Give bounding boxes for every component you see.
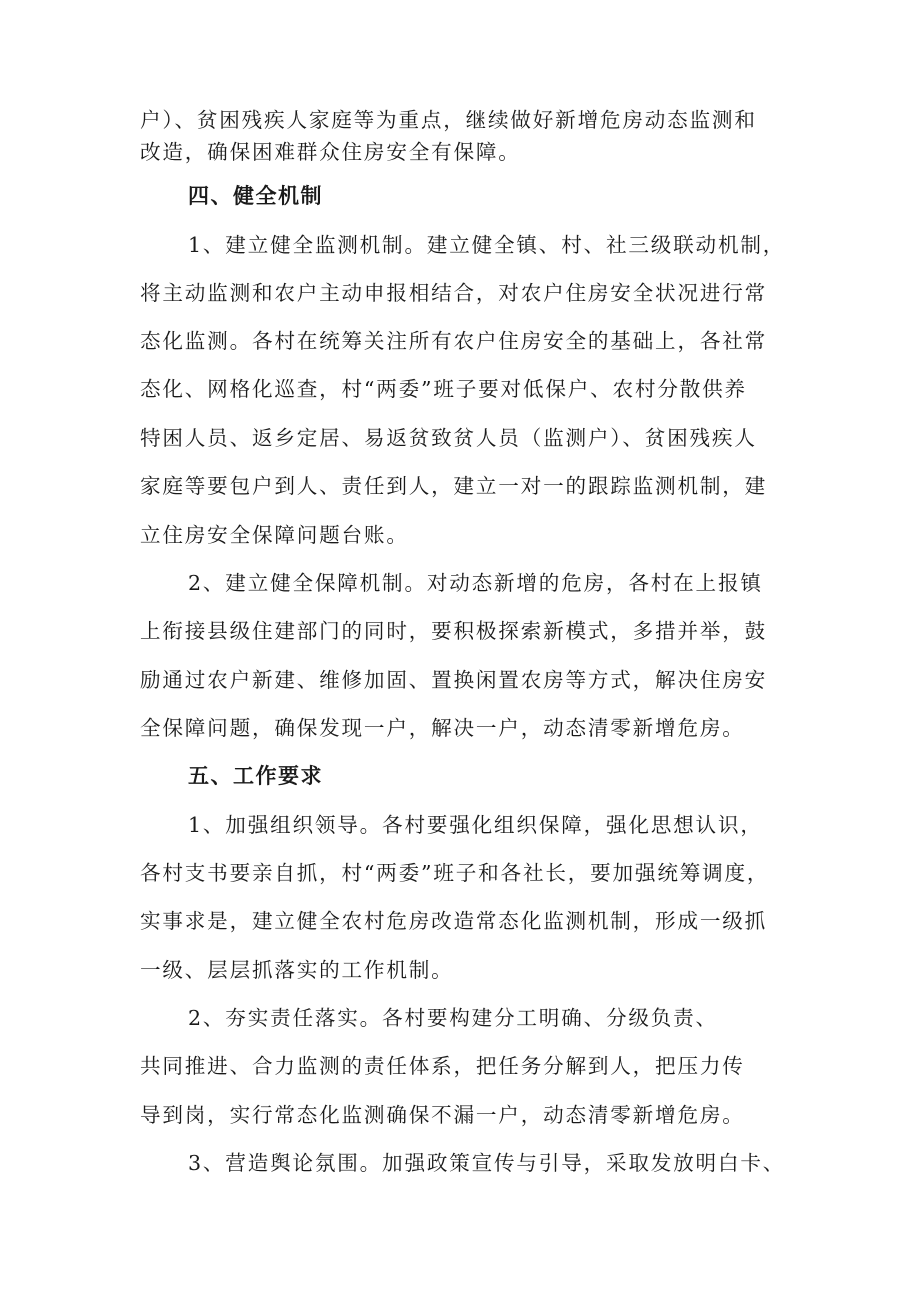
s5-item2-line-2: 共同推进、合力监测的责任体系，把任务分解到人，把压力传 xyxy=(140,1054,745,1078)
continuation-line-2: 改造，确保困难群众住房安全有保障。 xyxy=(140,140,521,164)
s5-item2-line-3: 导到岗，实行常态化监测确保不漏一户，动态清零新增危房。 xyxy=(140,1103,745,1127)
s4-item2-line-1: 2、建立健全保障机制。对动态新增的危房，各村在上报镇 xyxy=(188,571,763,595)
section-5-heading: 五、工作要求 xyxy=(188,764,323,788)
s4-item1-line-3: 态化监测。各村在统筹关注所有农户住房安全的基础上，各社常 xyxy=(140,329,768,353)
s5-item1-line-4: 一级、层层抓落实的工作机制。 xyxy=(140,958,454,982)
s5-item3-line-1: 3、营造舆论氛围。加强政策宣传与引导，采取发放明白卡、 xyxy=(188,1151,786,1175)
s4-item1-line-1: 1、建立健全监测机制。建立健全镇、村、社三级联动机制， xyxy=(188,233,786,257)
s4-item2-line-3: 励通过农户新建、维修加固、置换闲置农房等方式，解决住房安 xyxy=(140,668,768,692)
continuation-line-1: 户）、贫困残疾人家庭等为重点，继续做好新增危房动态监测和 xyxy=(140,108,757,132)
s5-item1-line-2: 各村支书要亲自抓，村“两委”班子和各社长，要加强统筹调度， xyxy=(140,861,770,885)
s4-item1-line-5: 特困人员、返乡定居、易返贫致贫人员（监测户）、贫困残疾人 xyxy=(140,426,757,450)
s4-item2-line-2: 上衔接县级住建部门的同时，要积极探索新模式，多措并举，鼓 xyxy=(140,619,768,643)
s4-item1-line-6: 家庭等要包户到人、责任到人，建立一对一的跟踪监测机制，建 xyxy=(140,474,768,498)
s5-item2-line-1: 2、夯实责任落实。各村要构建分工明确、分级负责、 xyxy=(188,1006,718,1030)
s4-item2-line-4: 全保障问题，确保发现一户，解决一户，动态清零新增危房。 xyxy=(140,716,745,740)
s4-item1-line-4: 态化、网格化巡查，村“两委”班子要对低保户、农村分散供养 xyxy=(140,377,747,401)
s4-item1-line-7: 立住房安全保障问题台账。 xyxy=(140,523,409,547)
s5-item1-line-1: 1、加强组织领导。各村要强化组织保障，强化思想认识， xyxy=(188,813,763,837)
section-4-heading: 四、健全机制 xyxy=(188,184,323,208)
s4-item1-line-2: 将主动监测和农户主动申报相结合，对农户住房安全状况进行常 xyxy=(140,281,768,305)
s5-item1-line-3: 实事求是，建立健全农村危房改造常态化监测机制，形成一级抓 xyxy=(140,909,768,933)
